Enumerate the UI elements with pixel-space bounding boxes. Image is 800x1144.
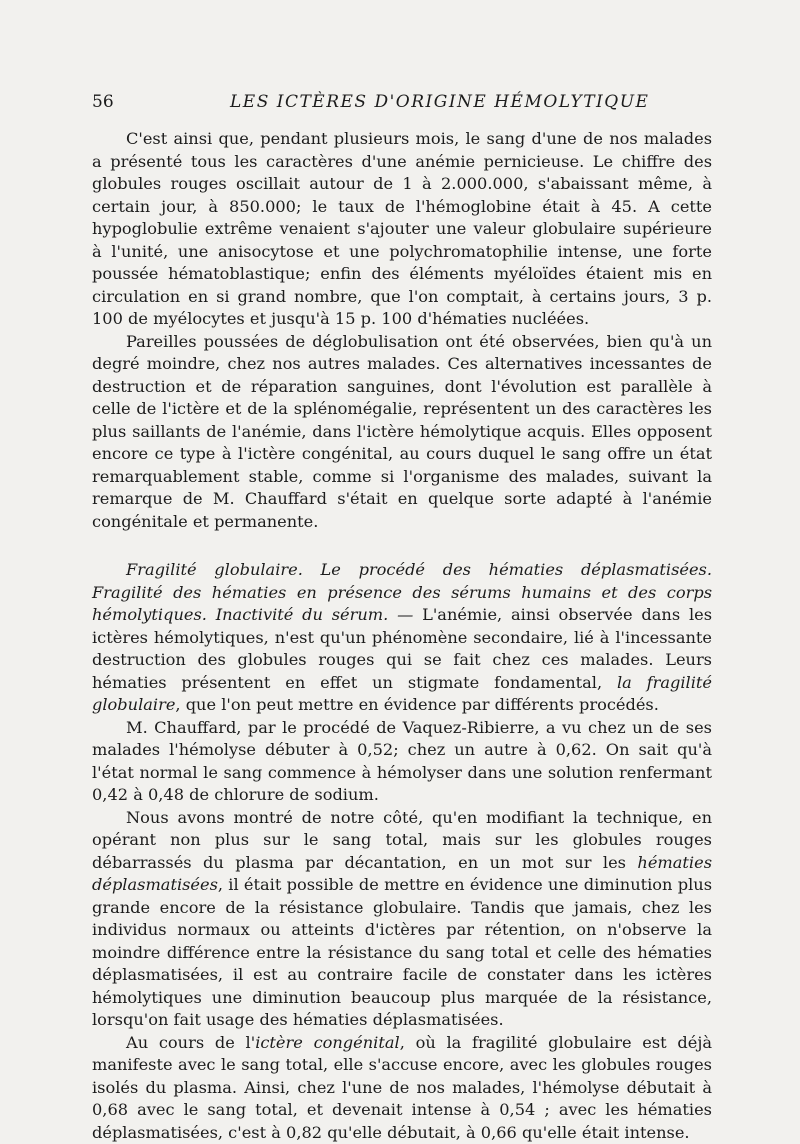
paragraph-text: L'anémie, ainsi observée dans les ictères hémolytiques, n'est qu'un phénomène secondaire, lié à l'incessante destruction des globules rouges qui se fait chez ces malades. Leurs hématies présentent en effet un stigmate fondamental, [92,605,712,692]
running-title: LES ICTÈRES D'ORIGINE HÉMOLYTIQUE [230,92,649,112]
section-heading: Fragilité globulaire. Le procédé des hématies déplasmatisées. Fragilité des hématies en présence des sérums humains et des corps hémolytiques. Inactivité du sérum. — [92,560,712,624]
page-header [92,92,712,116]
emphasis-text: la fragilité globulaire [92,673,712,715]
paragraph-text: Nous avons montré de notre côté, qu'en modifiant la technique, en opérant non plus sur le sang total, mais sur les globules rouges débarrassés du plasma par décantation, en un mot sur les [92,808,712,872]
paragraph: M. Chauffard, par le procédé de Vaquez-Ribierre, a vu chez un de ses malades l'hémolyse débuter à 0,52; chez un autre à 0,62. On sait qu'à l'état normal le sang commence à hémolyser dans une solution renfermant 0,42 à 0,48 de chlorure de sodium. [92,717,712,807]
page-number: 56 [92,92,114,112]
paragraph: C'est ainsi que, pendant plusieurs mois, le sang d'une de nos malades a présenté tous les caractères d'une anémie pernicieuse. Le chiffre des globules rouges oscillait autour de 1 à 2.000.000, s'abaissant même, à certain jour, à 850.000; le taux de l'hémoglobine était à 45. A cette hypoglobulie extrême venaient s'ajouter une valeur globulaire supérieure à l'unité, une anisocytose et une polychromatophilie intense, une forte poussée hématoblastique; enfin des éléments myéloïdes étaient mis en circulation en si grand nombre, que l'on comptait, à certains jours, 3 p. 100 de myélocytes et jusqu'à 15 p. 100 d'hématies nucléées. [92,128,712,331]
section-paragraph [92,559,712,717]
emphasis-text: ictère congénital [255,1033,400,1052]
paragraph-text: , il était possible de mettre en évidence une diminution plus grande encore de la résistance globulaire. Tandis que jamais, chez les individus normaux ou atteints d'ictères par rétention, on n'observe la moindre différence entre la résistance du sang total et celle des hématies déplasmatisées, il est au contraire facile de constater dans les ictères hémolytiques une diminution beaucoup plus marquée de la résistance, lorsqu'on fait usage des hématies déplasmatisées. [92,875,712,1029]
body-text [92,128,712,1144]
paragraph-text: , où la fragilité globulaire est déjà manifeste avec le sang total, elle s'accuse encore, avec les globules rouges isolés du plasma. Ainsi, chez l'une de nos malades, l'hémolyse débutait à 0,68 avec le sang total, et devenait intense à 0,54 ; avec les hématies déplasmatisées, c'est à 0,82 qu'elle débutait, à 0,66 qu'elle était intense. [92,1033,712,1142]
paragraph [92,1032,712,1144]
paragraph-text: , que l'on peut mettre en évidence par différents procédés. [175,695,658,714]
paragraph-text: Au cours de l' [126,1033,255,1052]
emphasis-text: hématies déplasmatisées [92,853,712,895]
paragraph: Pareilles poussées de déglobulisation ont été observées, bien qu'à un degré moindre, chez nos autres malades. Ces alternatives incessantes de destruction et de réparation sanguines, dont l'évolution est parallèle à celle de l'ictère et de la splénomégalie, représentent un des caractères les plus saillants de l'anémie, dans l'ictère hémolytique acquis. Elles opposent encore ce type à l'ictère congénital, au cours duquel le sang offre un état remarquablement stable, comme si l'organisme des malades, suivant la remarque de M. Chauffard s'était en quelque sorte adapté à l'anémie congénitale et permanente. [92,331,712,534]
paragraph [92,807,712,1032]
